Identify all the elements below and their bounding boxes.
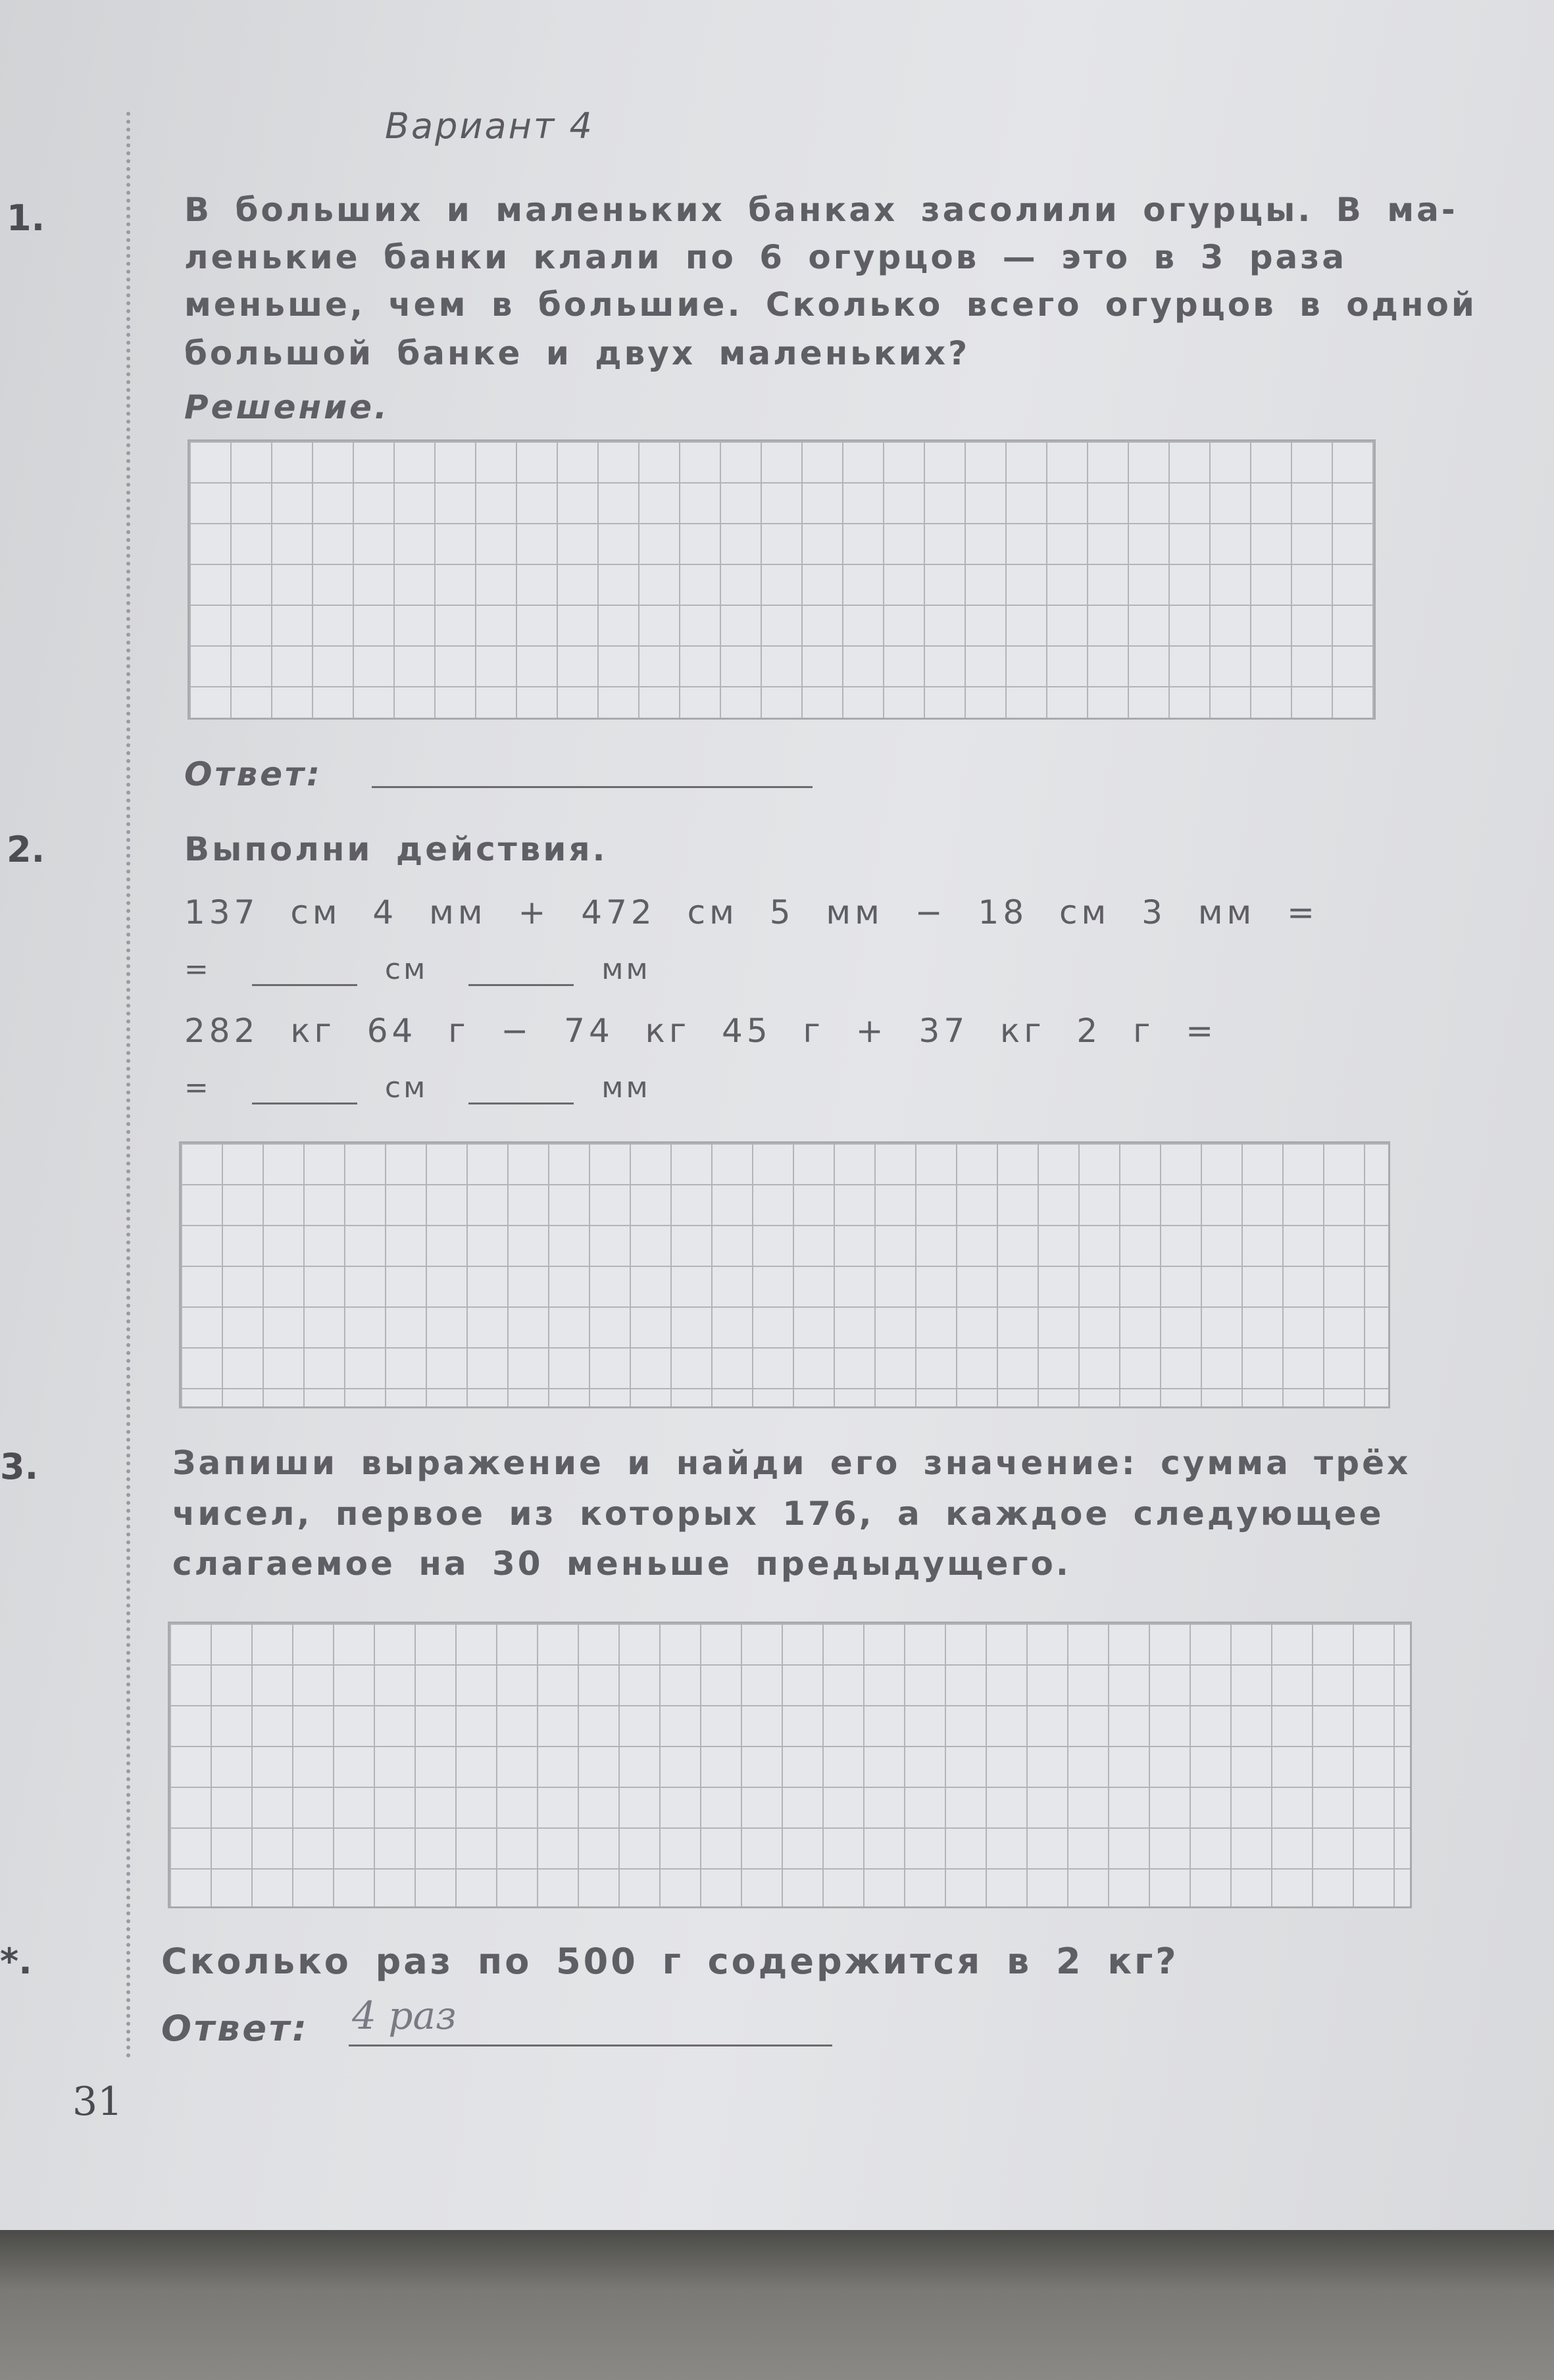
task1-line-3: меньше, чем в большие. Сколько всего огурцов в одной xyxy=(184,285,1477,324)
task2-number: 2. xyxy=(7,829,45,870)
mm-blank-2[interactable] xyxy=(468,1103,574,1104)
unit-mm-1: мм xyxy=(601,953,651,986)
task4-number: *. xyxy=(0,1941,32,1982)
unit-mm-2: мм xyxy=(601,1071,651,1104)
task3-answer-grid[interactable] xyxy=(168,1622,1412,1908)
task2-expression-2: 282 кг 64 г − 74 кг 45 г + 37 кг 2 г = xyxy=(184,1012,1218,1050)
task4-answer-label: Ответ: xyxy=(161,2008,309,2049)
task1-answer-line[interactable] xyxy=(372,786,813,788)
handwritten-answer: 4 раз xyxy=(352,1993,457,2038)
dotted-margin-line xyxy=(126,112,130,2059)
task2-answer-row-2 xyxy=(184,1071,651,1104)
task3-line-3: слагаемое на 30 меньше предыдущего. xyxy=(172,1545,1071,1583)
task1-answer-grid[interactable] xyxy=(188,439,1376,720)
task3-line-2: чисел, первое из которых 176, а каждое следующее xyxy=(172,1495,1384,1533)
task3-line-1: Запиши выражение и найди его значение: сумма трёх xyxy=(172,1444,1411,1482)
solution-label: Решение. xyxy=(184,388,390,426)
task3-number: 3. xyxy=(0,1446,39,1487)
task1-line-4: большой банке и двух маленьких? xyxy=(184,334,970,372)
equals-sign: = xyxy=(184,1071,211,1104)
task1-line-1: В больших и маленьких банках засолили огурцы. В ма- xyxy=(184,191,1458,229)
task4-answer-line[interactable] xyxy=(349,2045,832,2046)
task1-answer-label: Ответ: xyxy=(184,755,323,793)
cm-blank-2[interactable] xyxy=(252,1103,357,1104)
unit-cm-1: см xyxy=(384,953,428,986)
variant-title: Вариант 4 xyxy=(385,105,594,147)
equals-sign: = xyxy=(184,953,211,986)
page-number: 31 xyxy=(72,2079,123,2125)
task4-question: Сколько раз по 500 г содержится в 2 кг? xyxy=(161,1941,1179,1982)
cm-blank-1[interactable] xyxy=(252,984,357,986)
task1-number: 1. xyxy=(7,197,45,239)
unit-cm-2: см xyxy=(384,1071,428,1104)
task1-line-2: ленькие банки клали по 6 огурцов — это в 3 раза xyxy=(184,238,1347,276)
mm-blank-1[interactable] xyxy=(468,984,574,986)
task2-answer-grid[interactable] xyxy=(179,1141,1390,1408)
task2-heading: Выполни действия. xyxy=(184,830,608,868)
task2-answer-row-1 xyxy=(184,953,651,986)
table-surface xyxy=(0,2230,1554,2380)
task2-expression-1: 137 см 4 мм + 472 см 5 мм − 18 см 3 мм = xyxy=(184,893,1319,931)
